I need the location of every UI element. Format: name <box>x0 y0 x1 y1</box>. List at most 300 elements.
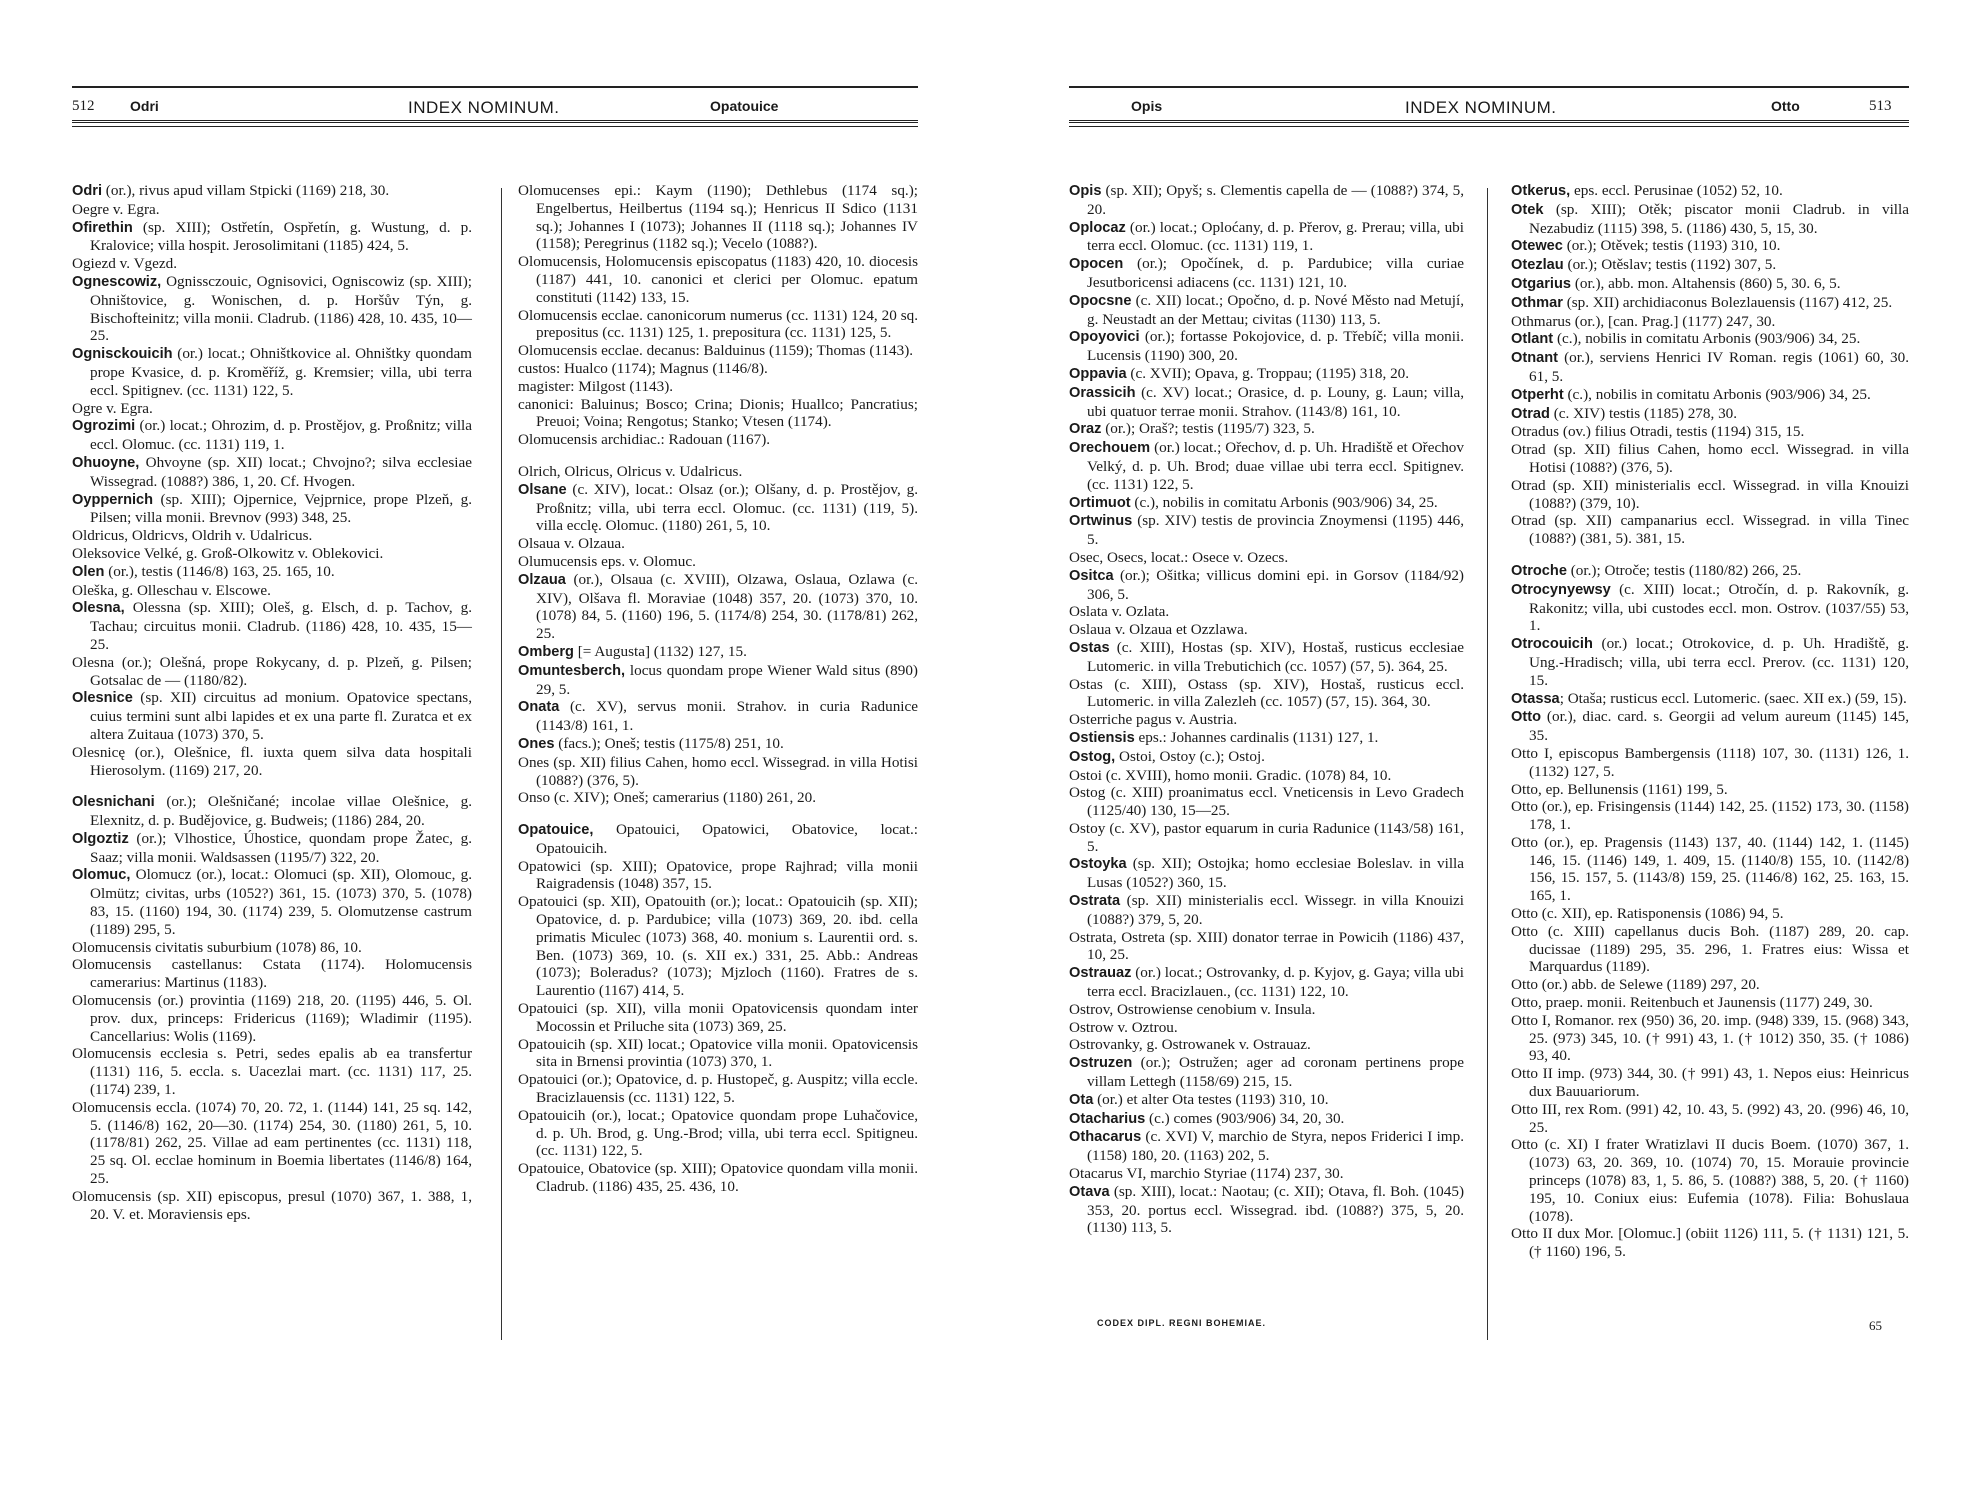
entry-text: custos: Hualco (1174); Magnus (1146/8). <box>518 359 768 377</box>
entry-text: Opatouice, Obatovice (sp. XIII); Opatovice quondam villa monii. Cladrub. (1186) 435, 25. 436, 10. <box>518 1160 918 1196</box>
entry-headword: Omberg <box>518 643 574 660</box>
index-entry <box>1069 182 1464 219</box>
entry-headword: Otezlau <box>1511 257 1564 274</box>
index-entry <box>1069 1165 1464 1183</box>
entry-text: (c.), nobilis in comitatu Arbonis (903/906) 34, 25. <box>1553 330 1861 348</box>
entry-text: (or.) locat.; Ohrozim, d. p. Prostějov, g. Proßnitz; villa eccl. Olomuc. (cc. 1131) 119, 1. <box>90 417 472 454</box>
entry-text: (sp. XII) circuitus ad monium. Opatovice spectans, cuius termini sunt albi lapides et ex una parte fl. Zuratca et ex altera Zuitaua (1073) 370, 5. <box>90 689 472 743</box>
entry-text: Osec, Osecs, locat.: Osece v. Ozecs. <box>1069 548 1289 566</box>
entry-text: (sp. XII) ministerialis eccl. Wissegr. in villa Knouizi (1088?) 379, 5, 20. <box>1087 892 1464 928</box>
index-entry <box>1069 365 1464 384</box>
entry-text: Ostrovanky, g. Ostrowanek v. Ostrauaz. <box>1069 1036 1311 1054</box>
index-entry <box>1069 711 1464 729</box>
index-entry <box>1511 349 1909 386</box>
entry-text: (sp. XIII); Otěk; piscator monii Cladrub. in villa Nezabudiz (1115) 398, 5. (1186) 430, 5, 15, 30. <box>1529 200 1909 237</box>
entry-text: Otto (c. XI) I frater Wratizlavi II ducis Boem. (1070) 367, 1. (1073) 63, 20. 369, 10. (1074) 70, 15. Morauie provincie princeps (1078) 83, 1, 5. 86, 5. (1088?) 388, 5, 20. († 1160) 195, 10. Coniux eius: Eufemia (1078). Filia: Bohuslaua (1078). <box>1511 1136 1909 1225</box>
header-rule-bottom <box>1069 120 1909 127</box>
entry-text: magister: Milgost (1143). <box>518 377 674 395</box>
entry-text: (facs.); Oneš; testis (1175/8) 251, 10. <box>554 734 784 752</box>
index-entry <box>1069 549 1464 567</box>
entry-text: Olomucensis (sp. XII) episcopus, presul (1070) 367, 1. 388, 1, 20. V. et. Moraviensis eps. <box>72 1187 472 1223</box>
entry-text: (or.); Otroče; testis (1180/82) 266, 25. <box>1566 561 1802 579</box>
entry-headword: Otroche <box>1511 562 1567 579</box>
index-entry <box>1069 512 1464 549</box>
index-entry <box>1069 439 1464 493</box>
index-entry <box>1069 767 1464 785</box>
entry-headword: Olgoztiz <box>72 830 129 847</box>
index-entry <box>1511 237 1909 256</box>
index-entry <box>1069 855 1464 892</box>
entry-text: (c. XIV), locat.: Olsaz (or.); Olšany, d. p. Prostějov, g. Proßnitz; villa, ubi terra eccl. Olomuc. (cc. 1131) (119, 5). villa ecclę. Olomuc. (1180) 261, 5, 10. <box>536 480 918 535</box>
entry-headword: Ostrauaz <box>1069 965 1132 982</box>
index-entry <box>1069 219 1464 256</box>
entry-text: eps. eccl. Perusinae (1052) 52, 10. <box>1570 182 1783 199</box>
entry-headword: Olesna, <box>72 600 125 617</box>
right-page <box>989 0 1978 1500</box>
entry-text: Oldricus, Oldricvs, Oldrih v. Udalricus. <box>72 527 313 545</box>
entry-text: Osterriche pagus v. Austria. <box>1069 711 1238 729</box>
entry-headword: Onata <box>518 699 560 716</box>
entry-headword: Ognisckouicih <box>72 346 173 363</box>
index-entry <box>1511 256 1909 275</box>
entry-headword: Ogrozimi <box>72 418 136 435</box>
left-catchword-first: Odri <box>130 98 159 114</box>
index-entry <box>72 255 472 273</box>
index-entry <box>1511 405 1909 424</box>
index-entry <box>1511 423 1909 441</box>
entry-headword: Otassa <box>1511 690 1560 707</box>
index-entry <box>518 735 918 754</box>
entry-text: Opatouicih (sp. XII) locat.; Opatovice villa monii. Opatovicensis sita in Brnensi provintia (1073) 370, 1. <box>518 1035 918 1071</box>
entry-text: Othmarus (or.), [can. Prag.] (1177) 247, 30. <box>1511 312 1776 330</box>
index-entry <box>1069 1019 1464 1037</box>
entry-text: Olsaua v. Olzaua. <box>518 535 625 553</box>
entry-text: (or.), serviens Henrici IV Roman. regis (1061) 60, 30. 61, 5. <box>1529 349 1909 385</box>
entry-text: Ostrata, Ostreta (sp. XIII) donator terrae in Powicih (1186) 437, 10, 25. <box>1069 928 1464 964</box>
entry-headword: Olomuc, <box>72 867 131 884</box>
entry-text: (or.); Ošitka; villicus domini epi. in Gorsov (1184/92) 306, 5. <box>1087 566 1464 603</box>
index-entry <box>1069 1091 1464 1110</box>
index-entry <box>518 1107 918 1160</box>
index-entry <box>72 545 472 563</box>
index-entry <box>72 454 472 491</box>
entry-text: (or.); Oraš?; testis (1195/7) 323, 5. <box>1101 420 1315 438</box>
entry-headword: Otkerus, <box>1511 183 1571 199</box>
right-page-number: 513 <box>1869 98 1892 114</box>
entry-headword: Ostruzen <box>1069 1055 1133 1072</box>
index-entry <box>1511 1101 1909 1137</box>
index-entry <box>1511 635 1909 689</box>
entry-text: Opatouici, Opatowici, Obatovice, locat.: Opatouicih. <box>536 821 918 857</box>
entry-headword: Ostog, <box>1069 748 1116 765</box>
entry-headword: Ota <box>1069 1091 1094 1108</box>
entry-text: Otto (or.), ep. Frisingensis (1144) 142, 25. (1152) 173, 30. (1158) 178, 1. <box>1511 798 1909 834</box>
entry-text: locus quondam prope Wiener Wald situs (890) 29, 5. <box>536 661 918 698</box>
index-entry <box>72 1188 472 1224</box>
index-entry <box>1511 512 1909 548</box>
entry-headword: Ones <box>518 735 555 752</box>
entry-headword: Omuntesberch, <box>518 662 626 679</box>
entry-text: Opatouicih (or.), locat.; Opatovice quondam prope Luhačovice, d. p. Uh. Brod, g. Ung.-Brod; villa, ubi terra eccl. Spitigneu. (cc. 1131) 122, 5. <box>518 1106 918 1160</box>
entry-headword: Olesnice <box>72 690 133 707</box>
index-entry <box>1511 994 1909 1012</box>
entry-text: Otto I, Romanor. rex (950) 36, 20. imp. (948) 339, 15. (968) 343, 25. (973) 345, 10. († 991) 43, 1. († 1012) 350, 35. († 1086) 93, 40. <box>1511 1011 1909 1065</box>
index-entry <box>1511 1012 1909 1065</box>
entry-headword: Opoyovici <box>1069 329 1140 346</box>
entry-text: Ognissczouic, Ognisovici, Ogniscowiz (sp. XIII); Ohništovice, g. Wonischen, d. p. Horšův Týn, g. Bischofteinitz; villa monii. Cladrub. (1186) 428, 10. 435, 10—25. <box>90 272 472 345</box>
index-entry <box>1069 929 1464 965</box>
entry-text: [= Augusta] (1132) 127, 15. <box>573 642 747 660</box>
index-entry <box>1511 798 1909 834</box>
index-entry <box>1511 905 1909 923</box>
left-column-1 <box>72 182 472 1223</box>
index-entry <box>518 571 918 643</box>
entry-headword: Orassicih <box>1069 384 1136 401</box>
entry-text: (or.); Otěslav; testis (1192) 307, 5. <box>1563 256 1777 274</box>
entry-text: Oslaua v. Olzaua et Ozzlawa. <box>1069 621 1248 639</box>
entry-text: Olomucensis ecclesia s. Petri, sedes epalis ab ea transfertur (1131) 116, 5. eccla. s. Uacezlai mart. (cc. 1131) 117, 25. (1174) 239, 1. <box>72 1045 472 1099</box>
entry-text: Olessna (sp. XIII); Oleš, g. Elsch, d. p. Tachov, g. Tachau; circuitus monii. Cladrub. (1186) 428, 10. 435, 15—25. <box>90 599 472 653</box>
entry-headword: Ositca <box>1069 567 1114 584</box>
entry-headword: Ostas <box>1069 639 1110 656</box>
left-running-title: INDEX NOMINUM. <box>408 98 560 117</box>
entry-headword: Ostrata <box>1069 893 1121 910</box>
index-entry <box>1511 441 1909 477</box>
entry-headword: Olsane <box>518 481 567 498</box>
index-entry <box>518 893 918 1000</box>
index-entry <box>72 527 472 545</box>
entry-text: (or.); Ostružen; ager ad coronam pertinens prope villam Lettegh (1158/69) 215, 15. <box>1087 1054 1464 1091</box>
entry-text: (sp. XIII); Ojpernice, Vejprnice, prope Plzeň, g. Pilsen; villa monii. Brevnov (993) 348, 25. <box>90 490 472 527</box>
index-entry <box>72 654 472 690</box>
entry-text: (sp. XII); Ostojka; homo ecclesiae Boleslav. in villa Lusas (1052?) 360, 15. <box>1087 855 1464 892</box>
index-entry <box>1511 834 1909 905</box>
entry-headword: Ognescowiz, <box>72 273 162 290</box>
index-entry <box>1511 745 1909 781</box>
index-entry <box>1511 294 1909 313</box>
entry-headword: Otacharius <box>1069 1110 1146 1127</box>
index-entry <box>1069 748 1464 767</box>
index-entry <box>1069 1110 1464 1129</box>
entry-text: Olomucensis civitatis suburbium (1078) 86, 10. <box>72 938 362 956</box>
index-entry <box>72 599 472 653</box>
index-entry <box>518 754 918 790</box>
index-entry <box>1511 477 1909 513</box>
right-running-title: INDEX NOMINUM. <box>1405 98 1557 117</box>
entry-text: (or.); Vlhostice, Úhostice, quondam prope Žatec, g. Saaz; villa monii. Waldsassen (1195/7) 322, 20. <box>90 829 472 866</box>
entry-text: Otto, ep. Bellunensis (1161) 199, 5. <box>1511 780 1728 798</box>
index-entry <box>1069 729 1464 748</box>
entry-text: Otrad (sp. XII) ministerialis eccl. Wissegrad. in villa Knouizi (1088?) (379, 10). <box>1511 476 1909 512</box>
index-entry <box>72 201 472 219</box>
index-entry <box>518 463 918 481</box>
left-catchword-last: Opatouice <box>710 98 779 114</box>
index-entry <box>1069 384 1464 421</box>
index-entry <box>518 481 918 535</box>
entry-text: Olomucensis, Holomucensis episcopatus (1183) 420, 10. diocesis (1187) 441, 10. canonici et clerici per Olomuc. epatum constituti (1142) 133, 15. <box>518 253 918 306</box>
index-entry <box>1069 328 1464 365</box>
entry-text: Olomucensis archidiac.: Radouan (1167). <box>518 431 771 449</box>
left-running-header <box>72 86 918 126</box>
entry-text: Ostrov, Ostrowiense cenobium v. Insula. <box>1069 1000 1316 1018</box>
entry-text: Olomucensis (or.) provintia (1169) 218, 20. (1195) 446, 5. Ol. prov. dux, princeps: Fridericus (1169); Wladimir (1195). Cancellarius: Wolis (1169). <box>72 992 472 1045</box>
index-entry <box>1069 1001 1464 1019</box>
entry-text: (or.) et alter Ota testes (1193) 310, 10. <box>1093 1090 1329 1108</box>
index-entry <box>1511 386 1909 405</box>
entry-headword: Oppavia <box>1069 365 1127 382</box>
entry-text: (c. XV), servus monii. Strahov. in curia Radunice (1143/8) 161, 1. <box>536 698 918 735</box>
index-entry <box>518 307 918 343</box>
index-entry <box>72 689 472 743</box>
index-entry <box>1511 690 1909 709</box>
entry-text: Oleksovice Velké, g. Groß-Olkowitz v. Oblekovici. <box>72 544 384 562</box>
index-entry <box>518 1000 918 1036</box>
entry-text: (sp. XIV) testis de provincia Znoymensi (1195) 446, 5. <box>1087 512 1464 549</box>
entry-headword: Oyppernich <box>72 491 154 508</box>
index-entry <box>72 956 472 992</box>
entry-text: (c. XIV) testis (1185) 278, 30. <box>1549 404 1738 422</box>
entry-text: Otto (or.), ep. Pragensis (1143) 137, 40. (1144) 142, 1. (1145) 146, 15. (1146) 149, 1. 409, 15. (1140/8) 155, 10. (1142/8) 156, 15. 157, 5. (1143/8) 159, 25. (1146/8) 162, 25. 163, 15. 165, 1. <box>1511 833 1909 905</box>
index-entry <box>518 821 918 858</box>
right-column-1 <box>1069 182 1464 1237</box>
entry-headword: Otrocouicih <box>1511 636 1593 653</box>
index-entry <box>72 830 472 867</box>
entry-text: (sp. XII); Opyš; s. Clementis capella de — (1088?) 374, 5, 20. <box>1087 182 1464 218</box>
entry-text: (or.); Otěvek; testis (1193) 310, 10. <box>1562 237 1781 255</box>
entry-text: Otto (c. XIII) capellanus ducis Boh. (1187) 289, 20. cap. ducissae (1189) 295, 35. 296, 1. Fratres eius: Wissa et Marquardus (1189). <box>1511 922 1909 976</box>
entry-headword: Ortwinus <box>1069 513 1133 530</box>
entry-text: (or.), testis (1146/8) 163, 25. 165, 10. <box>104 562 335 580</box>
index-entry <box>518 535 918 553</box>
index-entry <box>1069 784 1464 820</box>
entry-headword: Otto <box>1511 709 1541 726</box>
index-entry <box>1069 1054 1464 1091</box>
entry-text: Ogiezd v. Vgezd. <box>72 255 178 273</box>
index-entry <box>1511 330 1909 349</box>
entry-text: Ogre v. Egra. <box>72 399 153 417</box>
entry-headword: Oplocaz <box>1069 219 1126 236</box>
index-entry <box>518 360 918 378</box>
index-entry <box>518 431 918 449</box>
entry-text: (or.); Olešničané; incolae villae Olešnice, g. Elexnitz, d. p. Budějovice, g. Budweis; (1186) 284, 20. <box>90 793 472 830</box>
entry-text: Otto (or.) abb. de Selewe (1189) 297, 20. <box>1511 976 1760 994</box>
entry-text: Otto (c. XII), ep. Ratisponensis (1086) 94, 5. <box>1511 905 1784 923</box>
index-entry <box>518 643 918 662</box>
entry-text: (c. XIII) locat.; Otročín, d. p. Rakovník, g. Rakonitz; villa, ubi custodes eccl. mon. Ostrov. (1037/55) 53, 1. <box>1529 580 1909 635</box>
entry-text: Otto II imp. (973) 344, 30. († 991) 43, 1. Nepos eius: Heinricus dux Bauuariorum. <box>1511 1065 1909 1101</box>
index-entry <box>1069 603 1464 621</box>
entry-headword: Opocen <box>1069 256 1124 273</box>
index-entry <box>72 182 472 201</box>
index-entry <box>1511 1065 1909 1101</box>
index-entry <box>1069 1183 1464 1237</box>
entry-text: (c. XV) locat.; Orasice, d. p. Louny, g. Laun; villa, ubi quatuor terrae monii. Strahov. (1143/8) 161, 10. <box>1087 383 1464 420</box>
entry-text: (sp. XIII), locat.: Naotau; (c. XII); Otava, fl. Boh. (1045) 353, 20. portus eccl. Wissegrad. ibd. (1088?) 375, 5, 20. (1130) 113, 5. <box>1087 1182 1464 1237</box>
entry-headword: Ortimuot <box>1069 494 1131 511</box>
entry-text: (or.), abb. mon. Altahensis (860) 5, 30. 6, 5. <box>1571 274 1841 292</box>
entry-headword: Orechouem <box>1069 440 1151 457</box>
index-entry <box>72 563 472 582</box>
index-entry <box>518 396 918 432</box>
printer-signature: CODEX DIPL. REGNI BOHEMIAE. <box>1097 1318 1267 1328</box>
entry-text: Otto II dux Mor. [Olomuc.] (obiit 1126) 111, 5. († 1131) 121, 5. († 1160) 196, 5. <box>1511 1225 1909 1261</box>
entry-headword: Ostiensis <box>1069 729 1135 746</box>
index-entry <box>518 662 918 699</box>
header-rule-bottom <box>72 120 918 127</box>
index-entry <box>1511 201 1909 238</box>
entry-text: (or.) locat.; Otrokovice, d. p. Uh. Hradiště, g. Ung.-Hradisch; villa, ubi terra eccl. Prerov. (cc. 1131) 120, 15. <box>1529 635 1909 689</box>
index-entry <box>518 858 918 894</box>
index-entry <box>72 273 472 345</box>
entry-text: (c. XII) locat.; Opočno, d. p. Nové Město nad Metují, g. Neustadt an der Mettau; civitas (1130) 113, 5. <box>1087 291 1464 328</box>
index-entry <box>1069 567 1464 604</box>
entry-text: Otrad (sp. XII) campanarius eccl. Wissegrad. in villa Tinec (1088?) (381, 5). 381, 15. <box>1511 512 1909 548</box>
entry-text: Opatouici (sp. XII), villa monii Opatovicensis quondam inter Mocossin et Priluche sita (1073) 369, 25. <box>518 1000 918 1035</box>
index-entry <box>1069 964 1464 1001</box>
left-column-2 <box>518 182 918 1196</box>
entry-text: Oslata v. Ozlata. <box>1069 603 1170 621</box>
entry-headword: Otlant <box>1511 331 1554 348</box>
column-divider <box>1487 188 1488 1340</box>
index-entry <box>72 744 472 780</box>
index-entry <box>72 491 472 528</box>
entry-text: (or.) locat.; Oploćany, d. p. Přerov, g. Prerau; villa, ubi terra eccl. Olomuc. (cc. 1131) 119, 1. <box>1087 218 1464 255</box>
index-entry <box>1069 1128 1464 1165</box>
entry-text: (or.) locat.; Ořechov, d. p. Uh. Hradiště et Ořechov Velký, d. p. Uh. Brod; duae villae ubi terra eccl. Spitignev. (cc. 1131) 122, 5. <box>1087 439 1464 493</box>
index-entry <box>1069 1036 1464 1054</box>
entry-headword: Othacarus <box>1069 1129 1142 1146</box>
index-entry <box>1511 581 1909 635</box>
index-entry <box>72 582 472 600</box>
index-entry <box>518 1160 918 1196</box>
entry-text: Olumucensis eps. v. Olomuc. <box>518 552 696 570</box>
right-catchword-last: Otto <box>1771 98 1800 114</box>
entry-headword: Opatouice, <box>518 822 594 839</box>
right-column-2 <box>1511 182 1909 1261</box>
entry-headword: Ohuoyne, <box>72 454 140 471</box>
entry-headword: Otperht <box>1511 386 1564 403</box>
entry-text: Otto III, rex Rom. (991) 42, 10. 43, 5. (992) 43, 20. (996) 46, 10, 25. <box>1511 1100 1909 1136</box>
index-entry <box>72 866 472 938</box>
index-entry <box>1069 892 1464 929</box>
entry-headword: Olen <box>72 563 105 580</box>
entry-headword: Otnant <box>1511 350 1559 367</box>
entry-headword: Olesnichani <box>72 794 155 811</box>
entry-text: Olrich, Olricus, Olricus v. Udalricus. <box>518 462 743 480</box>
entry-text: Ostoy (c. XV), pastor equarum in curia Radunice (1143/58) 161, 5. <box>1069 819 1464 855</box>
index-entry <box>1511 275 1909 294</box>
entry-text: (or.) locat.; Ostrovanky, d. p. Kyjov, g. Gaya; villa ubi terra eccl. Bracizlauen., (cc. 1131) 122, 10. <box>1087 964 1464 1001</box>
entry-headword: Opocsne <box>1069 292 1132 309</box>
entry-headword: Othmar <box>1511 294 1563 311</box>
entry-text: Otradus (ov.) filius Otradi, testis (1194) 315, 15. <box>1511 423 1805 441</box>
index-entry <box>518 553 918 571</box>
entry-text: (or.), Olsaua (c. XVIII), Olzawa, Oslaua, Ozlawa (c. XIV), Olšava fl. Moraviae (1048) 357, 20. (1073) 370, 10. (1078) 84, 5. (1160) 196, 5. (1174/8) 254, 30. (1178/81) 262, 25. <box>536 570 918 643</box>
entry-text: (or.); fortasse Pokojovice, d. p. Třebíč; villa monii. Lucensis (1190) 300, 20. <box>1087 328 1464 365</box>
entry-text: Ostog (c. XIII) proanimatus eccl. Vneticensis in Levo Gradech (1125/40) 130, 15—25. <box>1069 784 1464 820</box>
entry-headword: Ofirethin <box>72 219 133 236</box>
entry-text: (or.) locat.; Ohništkovice al. Ohništky quondam prope Kvasice, d. p. Kroměříž, g. Kremsier; villa, ubi terra eccl. Spitignev. (cc. 1131) 122, 5. <box>90 345 472 399</box>
right-catchword-first: Opis <box>1131 98 1163 114</box>
index-entry <box>518 698 918 735</box>
entry-text: (c.), nobilis in comitatu Arbonis (903/906) 34, 25. <box>1130 493 1438 511</box>
entry-text: (c.), nobilis in comitatu Arbonis (903/906) 34, 25. <box>1563 385 1871 403</box>
index-entry <box>518 789 918 807</box>
entry-text: (c. XVI) V, marchio de Styra, nepos Friderici I imp. (1158) 180, 20. (1163) 202, 5. <box>1087 1128 1464 1165</box>
entry-text: ; Otaša; rusticus eccl. Lutomeric. (saec. XII ex.) (59, 15). <box>1559 689 1907 707</box>
entry-text: Opatouici (sp. XII), Opatouith (or.); locat.: Opatouicih (sp. XII); Opatovice, d. p. Pardubice; villa (1073) 369, 20. ibd. cella primatis Miculec (1073) 368, 40. monium s. Laurentii ord. s. Ben. (1073) 369, 10. (s. XII ex.) 331, 25. Abb.: Andreas (1073); Boleradus? (1073); Mjzloch (1160). Fratres de s. Laurentio (1167) 414, 5. <box>518 893 918 1000</box>
index-entry <box>72 1099 472 1188</box>
entry-text: Otto I, episcopus Bambergensis (1118) 107, 30. (1131) 126, 1. (1132) 127, 5. <box>1511 744 1909 780</box>
entry-headword: Otava <box>1069 1183 1110 1200</box>
entry-text: Olesnicę (or.), Olešnice, fl. iuxta quem silva data hospitali Hierosolym. (1169) 217, 20. <box>72 743 472 779</box>
entry-text: Olesna (or.); Olešná, prope Rokycany, d. p. Plzeň, g. Pilsen; Gotsalac de — (1180/82). <box>72 653 472 689</box>
entry-text: (sp. XIII); Ostřetín, Ospřetín, g. Wustung, d. p. Kralovice; villa hospit. Jerosolimitani (1185) 424, 5. <box>90 218 472 255</box>
left-page-number: 512 <box>72 98 95 114</box>
entry-headword: Otgarius <box>1511 275 1572 292</box>
entry-text: (c. XVII); Opava, g. Troppau; (1195) 318, 20. <box>1126 364 1410 382</box>
entry-text: Otto, praep. monii. Reitenbuch et Jaunensis (1177) 249, 30. <box>1511 994 1873 1012</box>
entry-text: Ohvoyne (sp. XII) locat.; Chvojno?; silva ecclesiae Wissegrad. (1088?) 386, 1, 20. Cf. Hvogen. <box>90 453 472 490</box>
index-entry <box>518 1036 918 1072</box>
entry-text: Olomucz (or.), locat.: Olomuci (sp. XII), Olomouc, g. Olmütz; civitas, urbs (1052?) 361, 15. (1073) 370, 5. (1078) 83, 15. (1160) 194, 30. (1174) 239, 5. Olomutzense castrum (1189) 295, 5. <box>90 866 472 938</box>
index-entry <box>72 219 472 256</box>
index-entry <box>518 182 918 253</box>
sheet-number: 65 <box>1869 1318 1882 1333</box>
entry-text: Oleška, g. Olleschau v. Elscowe. <box>72 581 271 599</box>
header-rule-top <box>1069 86 1909 88</box>
entry-headword: Olzaua <box>518 571 566 588</box>
index-entry <box>72 1045 472 1098</box>
entry-text: (or.); Opočínek, d. p. Pardubice; villa curiae Jesutboricensi adiacens (cc. 1131) 121, 10. <box>1087 255 1464 291</box>
index-entry <box>1069 255 1464 292</box>
entry-text: Ostoi (c. XVIII), homo monii. Gradic. (1078) 84, 10. <box>1069 766 1392 784</box>
index-entry <box>72 939 472 957</box>
index-entry <box>1069 621 1464 639</box>
entry-text: eps.: Johannes cardinalis (1131) 127, 1. <box>1134 728 1379 746</box>
entry-text: Ostoi, Ostoy (c.); Ostoj. <box>1115 747 1265 765</box>
index-entry <box>1511 976 1909 994</box>
entry-text: (or.), rivus apud villam Stpicki (1169) 218, 30. <box>102 182 390 199</box>
entry-text: (c.) comes (903/906) 34, 20, 30. <box>1145 1109 1345 1127</box>
index-entry <box>72 400 472 418</box>
entry-text: Olomucensis ecclae. canonicorum numerus (cc. 1131) 124, 20 sq. prepositus (cc. 1131) 125, 1. prepositura (cc. 1131) 125, 5. <box>518 306 918 342</box>
entry-text: Onso (c. XIV); Oneš; camerarius (1180) 261, 20. <box>518 789 817 807</box>
entry-text: (sp. XII) archidiaconus Bolezlauensis (1167) 412, 25. <box>1562 293 1893 311</box>
entry-text: canonici: Baluinus; Bosco; Crina; Dionis; Huallco; Pancratius; Preuoi; Voina; Rengotus; Stanko; Vtesen (1174). <box>518 395 918 431</box>
index-entry <box>518 253 918 306</box>
entry-headword: Otrad <box>1511 405 1550 422</box>
entry-text: Ostrow v. Oztrou. <box>1069 1018 1178 1036</box>
column-divider <box>501 188 502 1340</box>
index-entry <box>72 992 472 1045</box>
entry-text: (c. XIII), Hostas (sp. XIV), Hostaš, rusticus ecclesiae Lutomeric. in villa Trebutichich (cc. 1057) (57, 5). 364, 25. <box>1087 638 1464 675</box>
index-entry <box>1511 562 1909 581</box>
index-entry <box>72 793 472 830</box>
index-entry <box>1069 639 1464 676</box>
entry-headword: Otewec <box>1511 238 1563 255</box>
entry-text: Olomucensis castellanus: Cstata (1174). Holomucensis camerarius: Martinus (1183). <box>72 956 472 992</box>
entry-text: Opatouici (or.); Opatovice, d. p. Hustopeč, g. Auspitz; villa eccle. Bracizlauensis (cc. 1131) 122, 5. <box>518 1071 918 1107</box>
index-entry <box>1069 676 1464 712</box>
index-entry <box>518 342 918 360</box>
index-entry <box>72 345 472 399</box>
index-entry <box>1511 708 1909 745</box>
entry-headword: Otrocynyewsy <box>1511 581 1611 598</box>
index-entry <box>1511 182 1909 201</box>
index-entry <box>1511 1136 1909 1225</box>
index-entry <box>1511 1225 1909 1261</box>
